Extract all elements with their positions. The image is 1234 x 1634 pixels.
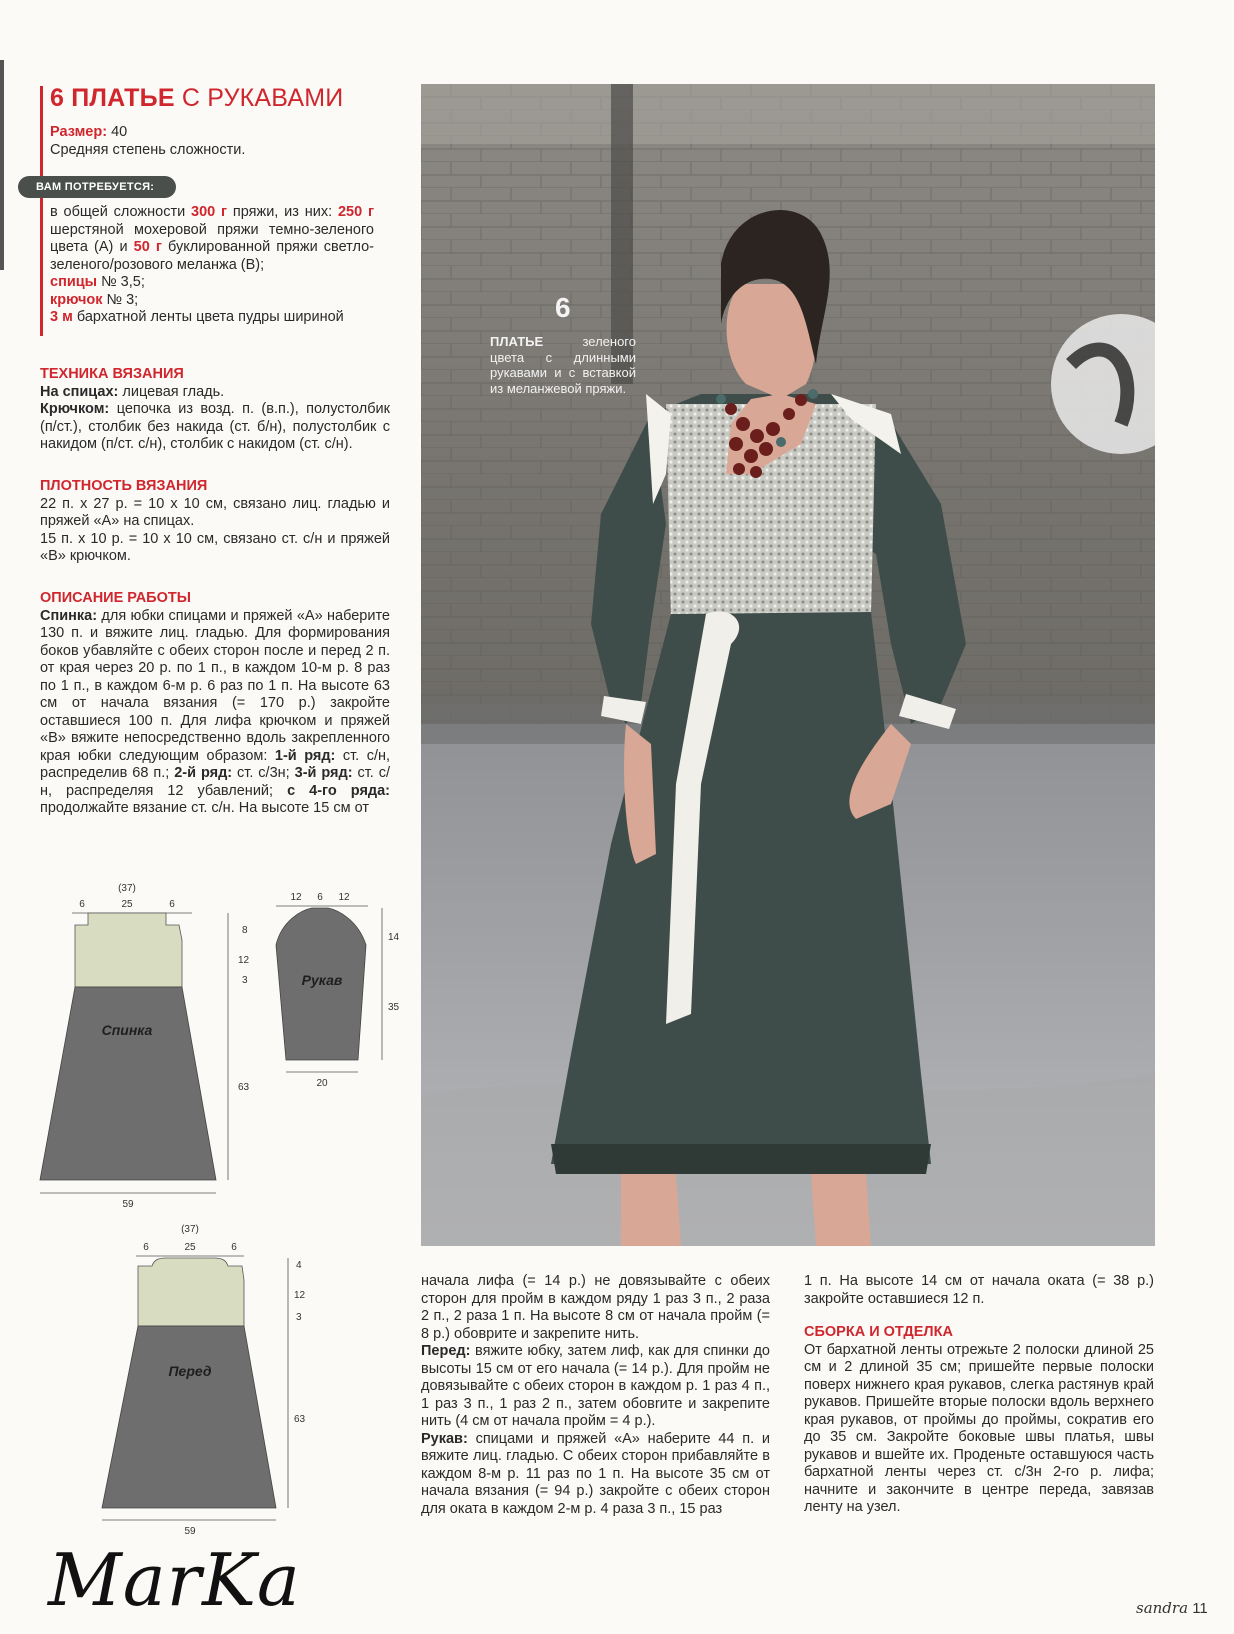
materials-amount-b: 50 г bbox=[133, 239, 162, 255]
sleeve-top-b: 6 bbox=[317, 892, 323, 903]
front-label-text: Перед: bbox=[421, 1343, 471, 1359]
back-top-total: (37) bbox=[118, 883, 136, 894]
row4-text: продолжайте вязание ст. с/н. На высоте 15 см от bbox=[40, 800, 369, 816]
row2-label: 2-й ряд: bbox=[174, 765, 233, 781]
sleeve-text: спицами и пряжей «А» наберите 44 п. и вяжите лиц. гладью. С обеих сторон прибавляйте в каждом 8-м р. 11 раз по 1 п. На высоте 35 см от начала вязания (= 94 р.) закройте с обеих сторон для оката в каждом 2-м р. 4 раза 3 п., 15 раз bbox=[421, 1430, 770, 1517]
technique-hook-label: Крючком: bbox=[40, 401, 110, 417]
row4-label: с 4-го ряда: bbox=[287, 782, 391, 799]
gauge-line-1: 22 п. х 27 р. = 10 х 10 см, связано лиц. гладью и пряжей «А» на спицах. bbox=[40, 495, 390, 529]
materials-amount-a: 250 г bbox=[337, 204, 374, 220]
materials-text-1: в общей сложности bbox=[50, 204, 192, 220]
row1-label: 1-й ряд: bbox=[274, 747, 336, 764]
technique-needles-label: На спицах: bbox=[40, 383, 119, 400]
gauge-section bbox=[40, 478, 390, 566]
front-bottom: 59 bbox=[184, 1526, 196, 1537]
front-text: вяжите юбку, затем лиф, как для спинки до высоты 15 см от его начала (= 14 р.). Для пройм не довязывайте с обеих сторон в каждом р. 1 раз 4 п., 1 раз 3 п., 1 раз 2 п., затем обовrите и закрепите нить (4 см от начала пройм = 4 р.). bbox=[421, 1343, 770, 1429]
assembly-text: От бархатной ленты отрежьте 2 полоски длиной 25 см и 2 длиной 35 см; пришейте первые полоски поверх нижнего края рукавов, слегка растянув край рукавов. Пришейте вторые полоски вдоль верхнего края рукавов, от проймы до проймы, сократив его до 35 см. Закройте боковые швы платья, швы рукавов и вшейте их. Проденьте оставшуюся часть бархатной ленты через ст. с/3н 2-го р. лифа; начните и закончите в центре переда, завязав ленту на узел. bbox=[804, 1341, 1154, 1515]
materials-text-2: пряжи, из них: bbox=[227, 204, 338, 220]
size-block bbox=[50, 124, 390, 159]
technique-needles-text: лицевая гладь. bbox=[118, 383, 225, 400]
column-2 bbox=[421, 1273, 770, 1518]
gauge-line-2: 15 п. х 10 р. = 10 х 10 см, связано ст. с/н и пряжей «В» крючком. bbox=[40, 530, 390, 564]
sleeve-label: Рукав bbox=[301, 972, 343, 988]
sleeve-top-a: 12 bbox=[290, 892, 302, 903]
watermark-signature: MarKa bbox=[48, 1538, 301, 1622]
needles-label: спицы bbox=[50, 274, 98, 290]
front-top-a: 6 bbox=[143, 1242, 149, 1253]
page-footer bbox=[1136, 1599, 1208, 1617]
sleeve-label-text: Рукав: bbox=[421, 1430, 468, 1447]
sleeve-side-1: 14 bbox=[388, 932, 400, 943]
technique-heading: ТЕХНИКА ВЯЗАНИЯ bbox=[40, 366, 184, 382]
front-label: Перед bbox=[168, 1363, 212, 1379]
col2-paragraph: начала лифа (= 14 р.) не довязывайте с обеих сторон для пройм в каждом ряду 1 раз 3 п., 2 раза 2 п., 2 раза 1 п. На высоте 8 см от начала пройм (= 8 р.) обоврите и закрепите нить. bbox=[421, 1273, 770, 1342]
technique-section bbox=[40, 366, 390, 454]
size-value: 40 bbox=[111, 124, 128, 140]
back-side-2: 12 bbox=[238, 955, 250, 966]
photo-number: 6 bbox=[555, 292, 571, 323]
back-top-a: 6 bbox=[79, 899, 85, 910]
ribbon-value: бархатной ленты цвета пудры шириной bbox=[72, 309, 344, 325]
photo-caption-bold: ПЛАТЬЕ bbox=[490, 334, 544, 349]
col3-paragraph: 1 п. На высоте 14 см от начала оката (= 38 р.) закройте оставшиеся 12 п. bbox=[804, 1273, 1154, 1307]
back-top-c: 6 bbox=[169, 899, 175, 910]
materials-amount-total: 300 г bbox=[191, 204, 228, 220]
row3-label: 3-й ряд: bbox=[294, 765, 353, 781]
photo-caption bbox=[490, 334, 636, 396]
sleeve-schematic bbox=[262, 880, 422, 1100]
hook-label: крючок bbox=[50, 291, 103, 308]
title-rest: С РУКАВАМИ bbox=[181, 84, 344, 112]
page-number: 11 bbox=[1192, 1600, 1208, 1617]
difficulty-text: Средняя степень сложности. bbox=[50, 141, 246, 158]
magazine-name: sandra bbox=[1136, 1599, 1189, 1617]
materials-text bbox=[50, 204, 374, 327]
description-heading: ОПИСАНИЕ РАБОТЫ bbox=[40, 590, 191, 606]
front-side-2: 12 bbox=[294, 1290, 306, 1301]
front-top-b: 25 bbox=[184, 1242, 196, 1253]
title-bold: ПЛАТЬЕ bbox=[71, 84, 175, 112]
sleeve-side-2: 35 bbox=[388, 1002, 400, 1013]
technique-hook-text: цепочка из возд. п. (в.п.), полустолбик (п/ст.), столбик без накида (ст. б/н), полустолбик с накидом (п/ст. с/н), столбик с накидом (ст. с/н). bbox=[40, 401, 390, 452]
front-side-4: 63 bbox=[294, 1414, 306, 1425]
row2-text: ст. с/3н; bbox=[232, 765, 295, 781]
hook-value: № 3; bbox=[102, 291, 139, 308]
back-label: Спинка: bbox=[40, 607, 98, 624]
back-side-1: 8 bbox=[242, 925, 248, 936]
photo-caption-text: зеленого цвета с длинными рукавами и с вставкой из меланжевой пряжи. bbox=[490, 334, 636, 396]
back-bottom: 59 bbox=[122, 1199, 134, 1210]
back-bodice bbox=[75, 913, 182, 987]
back-side-3: 3 bbox=[242, 975, 248, 986]
back-top-b: 25 bbox=[121, 899, 133, 910]
column-3 bbox=[804, 1273, 1154, 1517]
row1-text: ст. с/н, распределив 68 п.; bbox=[40, 747, 391, 781]
front-top-c: 6 bbox=[231, 1242, 237, 1253]
title-accent-bar bbox=[40, 86, 43, 336]
pattern-number: 6 bbox=[50, 84, 65, 112]
photo-illustration bbox=[421, 84, 1155, 1246]
assembly-heading: СБОРКА И ОТДЕЛКА bbox=[804, 1324, 953, 1340]
sleeve-bottom: 20 bbox=[316, 1078, 328, 1089]
gauge-heading: ПЛОТНОСТЬ ВЯЗАНИЯ bbox=[40, 478, 208, 494]
front-schematic bbox=[90, 1222, 340, 1552]
back-side-4: 63 bbox=[238, 1082, 250, 1093]
back-text: для юбки спицами и пряжей «А» наберите 130 п. и вяжите лиц. гладью. Для формирования боков убавляйте с обеих сторон после и перед 2 п. от края через 20 р. по 1 п., в каждом 10-м р. 8 раз по 1 п., в каждом 6-м р. 6 раз по 1 п. На высоте 63 см от начала вязания (= 170 р.) закройте оставшиеся 100 п. Для лифа крючком и пряжей «В» вяжите непосредственно вдоль закрепленного края юбки следующим образом: bbox=[40, 607, 390, 764]
fashion-photo bbox=[421, 84, 1155, 1246]
needles-value: № 3,5; bbox=[97, 274, 145, 290]
back-label: Спинка bbox=[101, 1022, 153, 1038]
materials-text-3: шерстяной мохеровой пряжи темно-зеленого цвета (А) и bbox=[50, 221, 374, 255]
front-side-3: 3 bbox=[296, 1312, 302, 1323]
materials-badge: ВАМ ПОТРЕБУЕТСЯ: bbox=[18, 176, 176, 198]
front-skirt bbox=[102, 1326, 276, 1508]
row3-text: ст. с/н, распределяя 12 убавлений; bbox=[40, 765, 390, 799]
ribbon-label: 3 м bbox=[50, 309, 73, 325]
materials-text-4: буклированной пряжи светло-зеленого/розового меланжа (В); bbox=[50, 239, 375, 273]
page-title bbox=[50, 84, 343, 113]
front-top-total: (37) bbox=[181, 1224, 199, 1235]
front-bodice bbox=[138, 1258, 244, 1326]
size-label: Размер: bbox=[50, 124, 108, 140]
description-section bbox=[40, 590, 390, 818]
back-skirt bbox=[40, 987, 216, 1180]
front-side-1: 4 bbox=[296, 1260, 302, 1271]
sleeve-top-c: 12 bbox=[338, 892, 350, 903]
scan-edge-mark bbox=[0, 60, 4, 270]
